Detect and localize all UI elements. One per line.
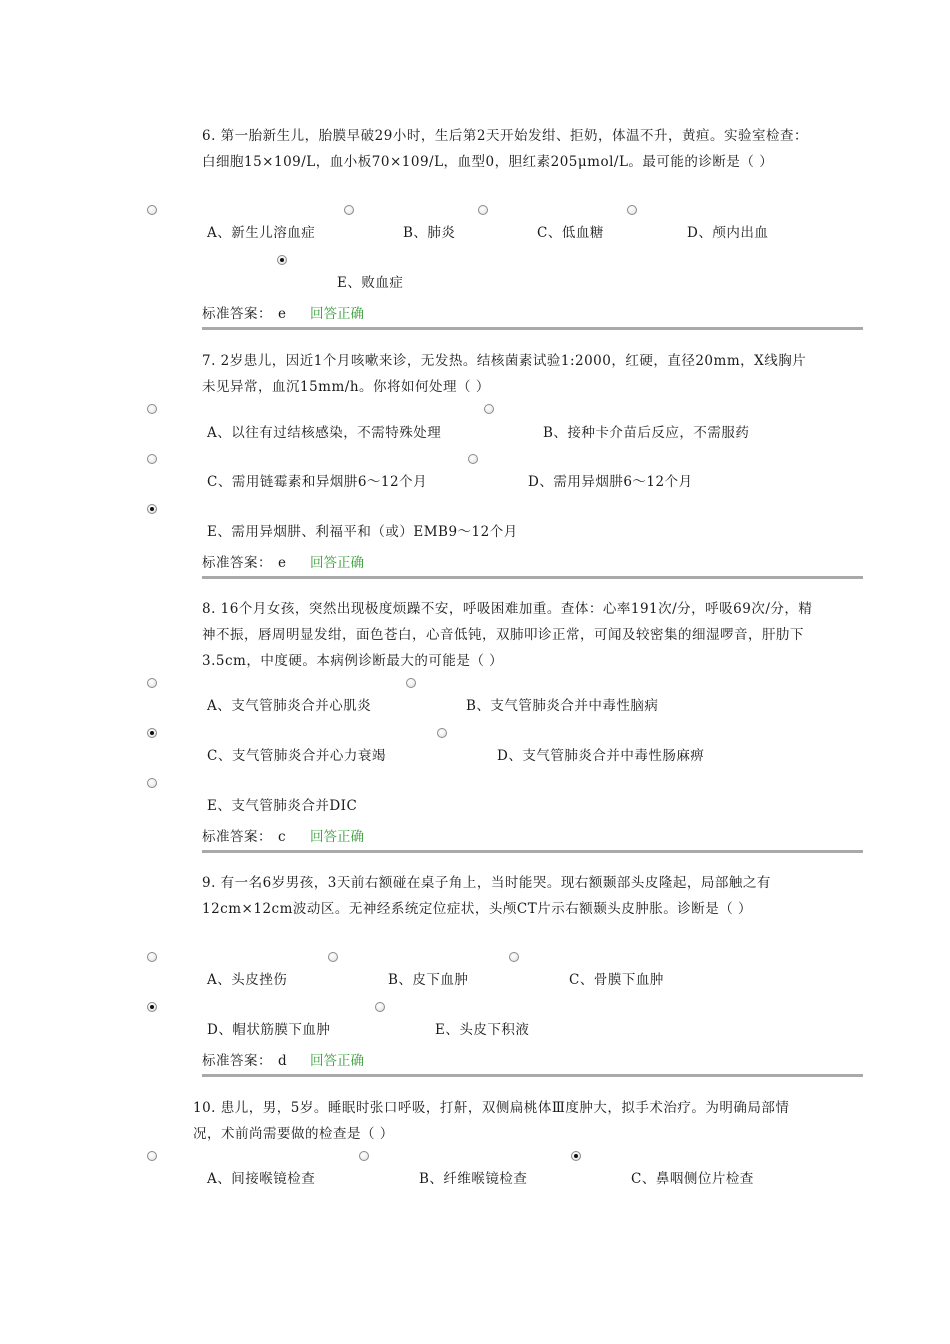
- question-stem: 10. 患儿，男，5岁。睡眠时张口呼吸，打鼾，双侧扁桃体Ⅲ度肿大，拟手术治疗。为明确局部情况，术前尚需要做的检查是（ ）: [193, 1100, 790, 1142]
- divider: [202, 850, 863, 853]
- radio-option-c[interactable]: [571, 1151, 581, 1161]
- answer-label: 标准答案：: [202, 555, 272, 571]
- radio-option-d[interactable]: [468, 454, 478, 464]
- radio-option-e[interactable]: [147, 778, 157, 788]
- radio-option-e[interactable]: [375, 1002, 385, 1012]
- option-b-label: B、肺炎: [403, 225, 456, 241]
- option-b-label: B、纤维喉镜检查: [419, 1171, 528, 1187]
- answer-line: [202, 1049, 364, 1069]
- result-status: 回答正确: [310, 829, 364, 845]
- answer-label: 标准答案：: [202, 1053, 272, 1069]
- answer-line: [202, 551, 364, 571]
- option-d-label: D、颅内出血: [687, 225, 769, 241]
- option-b-label: B、接种卡介苗后反应，不需服药: [543, 425, 750, 441]
- radio-option-b[interactable]: [359, 1151, 369, 1161]
- question-stem: 7. 2岁患儿，因近1个月咳嗽来诊，无发热。结核菌素试验1:2000，红硬，直径20mm，X线胸片未见异常，血沉15mm/h。你将如何处理（ ）: [202, 353, 807, 395]
- radio-option-d[interactable]: [437, 728, 447, 738]
- answer-label: 标准答案：: [202, 829, 272, 845]
- radio-option-b[interactable]: [484, 404, 494, 414]
- option-c-label: C、骨膜下血肿: [569, 972, 664, 988]
- option-a-label: A、间接喉镜检查: [207, 1171, 316, 1187]
- standard-answer: d: [278, 1053, 287, 1069]
- radio-option-b[interactable]: [328, 952, 338, 962]
- standard-answer: c: [278, 829, 286, 845]
- radio-option-e[interactable]: [147, 504, 157, 514]
- radio-option-d[interactable]: [627, 205, 637, 215]
- answer-label: 标准答案：: [202, 306, 272, 322]
- radio-option-a[interactable]: [147, 1151, 157, 1161]
- option-d-label: D、支气管肺炎合并中毒性肠麻痹: [497, 748, 705, 764]
- radio-option-d[interactable]: [147, 1002, 157, 1012]
- answer-line: [202, 302, 364, 322]
- option-d-label: D、需用异烟肼6～12个月: [528, 474, 693, 490]
- option-b-label: B、皮下血肿: [388, 972, 469, 988]
- radio-option-c[interactable]: [147, 728, 157, 738]
- option-e-label: E、需用异烟肼、利福平和（或）EMB9～12个月: [207, 524, 518, 540]
- option-c-label: C、支气管肺炎合并心力衰竭: [207, 748, 386, 764]
- option-e-label: E、头皮下积液: [435, 1022, 530, 1038]
- option-a-label: A、新生儿溶血症: [207, 225, 316, 241]
- radio-option-b[interactable]: [406, 678, 416, 688]
- answer-line: [202, 825, 364, 845]
- option-c-label: C、需用链霉素和异烟肼6～12个月: [207, 474, 428, 490]
- option-a-label: A、头皮挫伤: [207, 972, 288, 988]
- radio-option-a[interactable]: [147, 404, 157, 414]
- standard-answer: e: [278, 306, 286, 322]
- option-e-label: E、败血症: [337, 275, 404, 291]
- question-stem: 8. 16个月女孩，突然出现极度烦躁不安，呼吸困难加重。查体：心率191次/分，呼吸69次/分，精神不振，唇周明显发绀，面色苍白，心音低钝，双肺叩诊正常，可闻及较密集的细湿啰音，肝肋下3.5cm，中度硬。本病例诊断最大的可能是（ ）: [202, 601, 813, 669]
- option-e-label: E、支气管肺炎合并DIC: [207, 798, 358, 814]
- standard-answer: e: [278, 555, 286, 571]
- option-a-label: A、以往有过结核感染，不需特殊处理: [207, 425, 442, 441]
- divider: [202, 1074, 863, 1077]
- result-status: 回答正确: [310, 306, 364, 322]
- divider: [202, 576, 863, 579]
- question-stem: 9. 有一名6岁男孩，3天前右额碰在桌子角上，当时能哭。现右额颞部头皮隆起，局部触之有12cm×12cm波动区。无神经系统定位症状，头颅CT片示右额颞头皮肿胀。诊断是（ ）: [202, 875, 771, 917]
- result-status: 回答正确: [310, 555, 364, 571]
- option-c-label: C、低血糖: [537, 225, 604, 241]
- radio-option-b[interactable]: [344, 205, 354, 215]
- option-c-label: C、鼻咽侧位片检查: [631, 1171, 754, 1187]
- option-a-label: A、支气管肺炎合并心肌炎: [207, 698, 372, 714]
- divider: [202, 327, 863, 330]
- result-status: 回答正确: [310, 1053, 364, 1069]
- radio-option-a[interactable]: [147, 205, 157, 215]
- radio-option-e[interactable]: [277, 255, 287, 265]
- radio-option-c[interactable]: [478, 205, 488, 215]
- question-stem: 6. 第一胎新生儿，胎膜早破29小时，生后第2天开始发绀、拒奶，体温不升，黄疸。实验室检查：白细胞15×109/L，血小板70×109/L，血型0，胆红素205μmol/L。最可能的诊断是（ ）: [202, 128, 808, 170]
- radio-option-a[interactable]: [147, 678, 157, 688]
- option-d-label: D、帽状筋膜下血肿: [207, 1022, 331, 1038]
- radio-option-c[interactable]: [509, 952, 519, 962]
- radio-option-c[interactable]: [147, 454, 157, 464]
- option-b-label: B、支气管肺炎合并中毒性脑病: [466, 698, 659, 714]
- radio-option-a[interactable]: [147, 952, 157, 962]
